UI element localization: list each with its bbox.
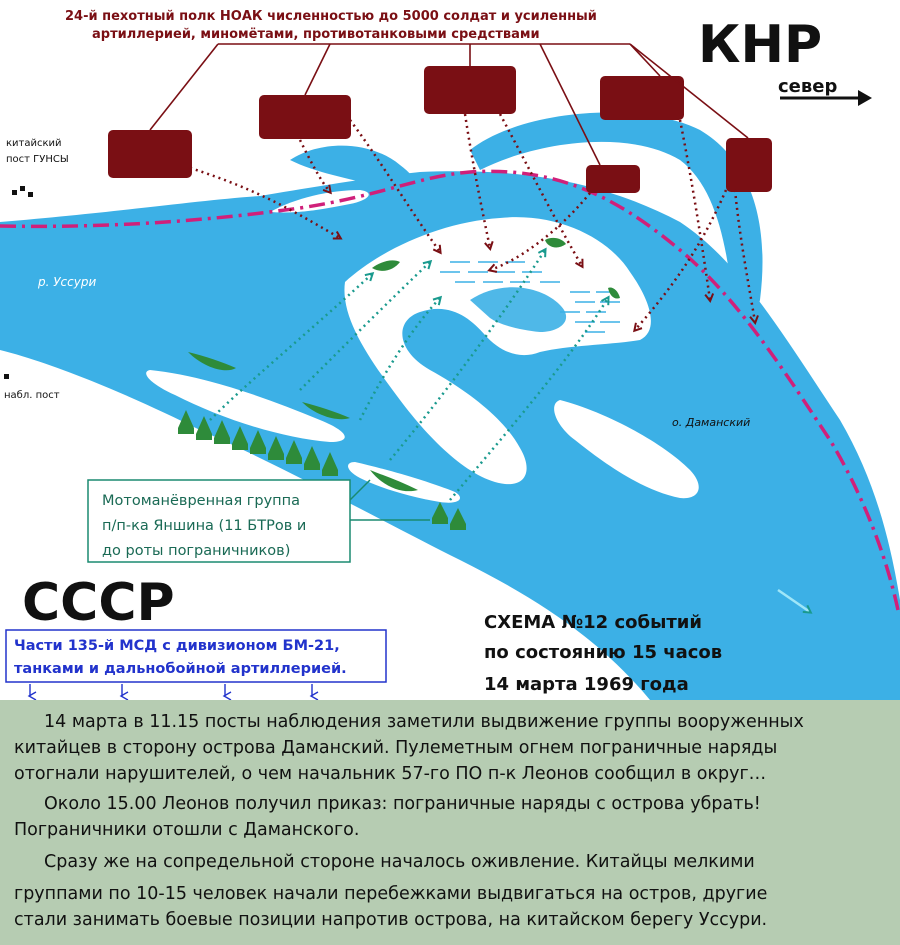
regiment-caption-1: 24-й пехотный полк НОАК численностью до 5000 солдат и усиленный [65,9,597,24]
north-label: север [778,76,838,97]
chinese-post-marker [12,186,33,197]
chinese-unit-2 [259,95,351,139]
motor-group-text-1: Мотоманёвренная группа [102,493,301,509]
chinese-post-label-1: китайский [6,138,62,149]
observation-post-label: набл. пост [4,390,60,401]
info-line-4: Около 15.00 Леонов получил приказ: пограничные наряды с острова убрать! [44,794,761,814]
division-text-2: танками и дальнобойной артиллерией. [14,661,347,677]
chinese-unit-4 [600,76,684,120]
chinese-unit-6 [726,138,772,192]
motor-group-text-3: до роты пограничников) [102,543,291,559]
info-line-7: группами по 10-15 человек начали перебежками выдвигаться на остров, другие [14,884,768,904]
info-line-6: Сразу же на сопредельной стороне началось оживление. Китайцы мелкими [44,852,755,872]
info-line-2: китайцев в сторону острова Даманский. Пулеметным огнем пограничные наряды [14,738,778,758]
info-line-3: отогнали нарушителей, о чем начальник 57-го ПО п-к Леонов сообщил в округ… [14,764,767,784]
info-line-8: стали занимать боевые позиции напротив острова, на китайском берегу Уссури. [14,910,768,930]
info-line-1: 14 марта в 11.15 посты наблюдения заметили выдвижение группы вооруженных [44,712,804,732]
china-label: КНР [698,15,823,75]
observation-post-marker [4,374,9,379]
chinese-post-label-2: пост ГУНСЫ [6,154,69,165]
river-label: р. Уссури [38,275,97,289]
chinese-unit-5 [586,165,640,193]
division-arrows [30,684,312,696]
info-line-5: Пограничники отошли с Даманского. [14,820,360,840]
scheme-title-1: СХЕМА №12 событий [484,612,703,633]
regiment-caption-2: артиллерией, миномётами, противотанковыми средствами [92,27,540,42]
island-label: о. Даманский [672,416,751,429]
chinese-unit-1 [108,130,192,178]
ussr-label: СССР [22,573,175,633]
scheme-title-3: 14 марта 1969 года [484,674,689,695]
motor-group-text-2: п/п-ка Яншина (11 БТРов и [102,518,307,534]
scheme-title-2: по состоянию 15 часов [484,642,723,663]
division-text-1: Части 135-й МСД с дивизионом БМ-21, [14,638,340,654]
chinese-unit-3 [424,66,516,114]
info-panel [0,700,900,945]
